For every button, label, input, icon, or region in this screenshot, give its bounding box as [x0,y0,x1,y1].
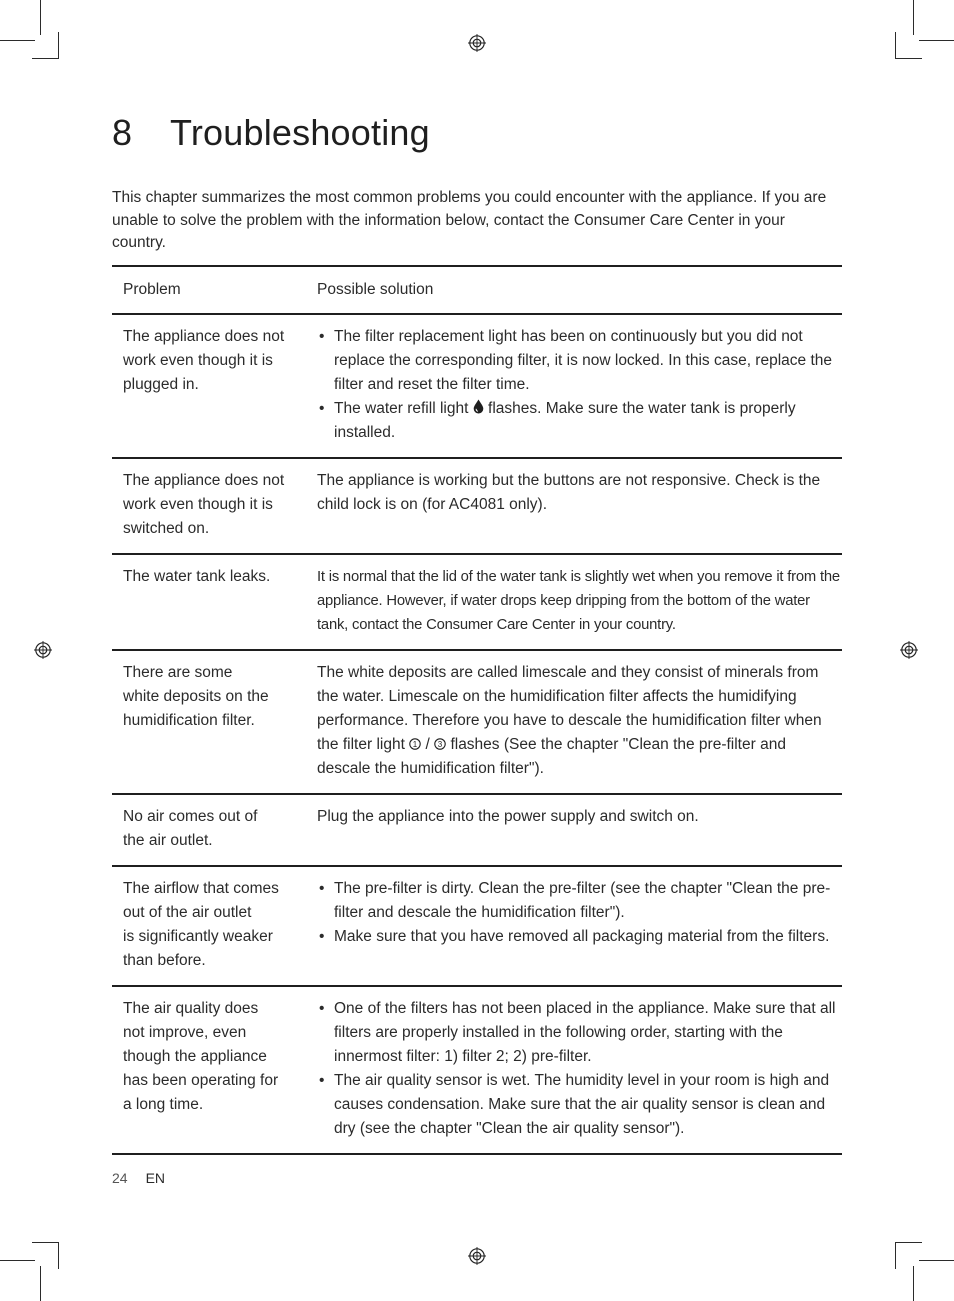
table-row [112,314,842,458]
solution-item: • Make sure that you have removed all packaging material from the filters. [317,925,840,949]
problem-line: work even though it is [123,352,273,369]
table-row [112,554,842,650]
chapter-heading [112,112,430,154]
solution-item: • One of the filters has not been placed in the appliance. Make sure that all filters are properly installed in the following order, starting with the innermost filter: 1) filter 2; 2) pre-filter. [317,997,840,1069]
registration-mark-icon [900,641,918,659]
problem-line: plugged in. [123,376,199,393]
table-header-row [112,266,842,314]
intro-paragraph: This chapter summarizes the most common problems you could encounter with the appliance. If you are unable to solve the problem with the information below, contact the Consumer Care Center in your country. [112,189,827,251]
solution-text: flashes. Make sure the water tank is properly installed. [334,400,796,441]
registration-mark-icon [34,641,52,659]
problem-line: is significantly weaker [123,928,273,945]
solution-list [317,997,840,1141]
solution-text: The white deposits are called limescale and they consist of minerals from the water. Limescale on the humidification filter affects the humidifying performance. Therefore you have to descale the humidification filter when the filter light [317,664,822,753]
language-code: EN [145,1170,166,1186]
problem-cell [112,986,306,1154]
icon-separator: / [421,736,435,753]
problem-line: switched on. [123,520,210,537]
problem-line: There are some [123,664,233,681]
problem-line: No air comes out of [123,808,258,825]
solution-cell [306,650,842,794]
registration-mark-icon [468,1247,486,1265]
problem-line: than before. [123,952,206,969]
problem-cell [112,554,306,650]
table-row [112,458,842,554]
problem-line: humidification filter. [123,712,255,729]
problem-line: The air quality does [123,1000,259,1017]
page-number: 24 [112,1170,128,1186]
problem-line: the air outlet. [123,832,213,849]
solution-item: • The filter replacement light has been on continuously but you did not replace the corresponding filter, it is now locked. In this case, replace the filter and reset the filter time. [317,325,840,397]
solution-list [317,877,840,949]
problem-line: not improve, even [123,1024,247,1041]
header-problem: Problem [123,281,181,298]
problem-cell [112,866,306,986]
solution-cell: Plug the appliance into the power supply and switch on. [317,808,699,825]
chapter-title: Troubleshooting [170,112,430,153]
table-row [112,986,842,1154]
solution-item: • The pre-filter is dirty. Clean the pre-filter (see the chapter "Clean the pre-filter and descale the humidification filter"). [317,877,840,925]
solution-item: • The air quality sensor is wet. The humidity level in your room is high and causes condensation. Make sure that the air quality sensor is clean and dry (see the chapter "Clean the air quality sensor"). [317,1069,840,1141]
problem-line: work even though it is [123,496,273,513]
problem-cell [112,794,306,866]
problem-cell [112,650,306,794]
filter-1-icon [409,738,421,750]
problem-line: The appliance does not [123,328,285,345]
chapter-number: 8 [112,112,133,153]
solution-cell [306,986,842,1154]
table-row [112,866,842,986]
problem-line: The appliance does not [123,472,285,489]
svg-text:1: 1 [412,740,418,749]
filter-3-icon [434,738,446,750]
troubleshooting-table [112,265,842,1155]
registration-mark-icon [468,34,486,52]
problem-line: a long time. [123,1096,204,1113]
solution-cell [306,314,842,458]
solution-list [317,325,840,445]
problem-line: though the appliance [123,1048,267,1065]
svg-text:3: 3 [437,740,443,749]
solution-cell: The appliance is working but the buttons are not responsive. Check is the child lock is on (for AC4081 only). [317,472,821,513]
solution-cell: It is normal that the lid of the water tank is slightly wet when you remove it from the appliance. However, if water drops keep dripping from the bottom of the water tank, contact the Consumer Care Center in your country. [317,569,840,633]
table-row [112,794,842,866]
problem-cell [112,458,306,554]
solution-text: flashes (See the chapter "Clean the pre-filter and descale the humidification filter"). [317,736,786,777]
problem-cell [112,314,306,458]
problem-line: out of the air outlet [123,904,252,921]
solution-text: The water refill light [334,400,469,417]
problem-line: The water tank leaks. [123,568,271,585]
problem-line: has been operating for [123,1072,279,1089]
table-row [112,650,842,794]
water-drop-icon [473,399,484,414]
solution-item [317,397,840,445]
problem-line: white deposits on the [123,688,269,705]
header-solution: Possible solution [317,281,434,298]
page-footer [112,1170,165,1186]
problem-line: The airflow that comes [123,880,279,897]
solution-cell [306,866,842,986]
